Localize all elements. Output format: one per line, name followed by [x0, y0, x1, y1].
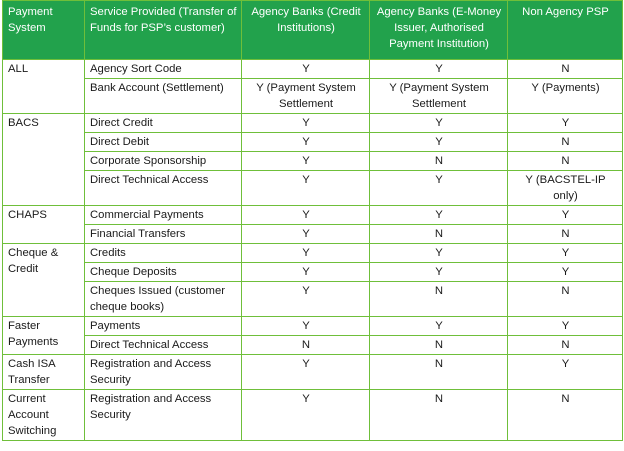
header-payment-system: Payment System — [3, 1, 85, 60]
non-agency-cell: Y — [508, 114, 623, 133]
service-cell: Direct Technical Access — [85, 171, 242, 206]
agency-credit-cell: Y — [242, 263, 370, 282]
table-row — [3, 263, 623, 282]
non-agency-cell: N — [508, 152, 623, 171]
agency-credit-cell: Y — [242, 206, 370, 225]
table-row — [3, 152, 623, 171]
agency-credit-cell: N — [242, 336, 370, 355]
agency-credit-cell: Y — [242, 355, 370, 390]
payment-system-cell: Cheque & Credit — [3, 244, 85, 317]
service-cell: Payments — [85, 317, 242, 336]
agency-emoney-cell: Y — [370, 133, 508, 152]
agency-emoney-cell: Y (Payment System Settlement — [370, 79, 508, 114]
header-agency-banks-credit: Agency Banks (Credit Institutions) — [242, 1, 370, 60]
non-agency-cell: N — [508, 60, 623, 79]
service-cell: Commercial Payments — [85, 206, 242, 225]
non-agency-cell: N — [508, 390, 623, 441]
agency-emoney-cell: Y — [370, 171, 508, 206]
table-row — [3, 133, 623, 152]
table-row — [3, 79, 623, 114]
payment-system-cell: BACS — [3, 114, 85, 206]
table-row — [3, 282, 623, 317]
agency-credit-cell: Y — [242, 317, 370, 336]
non-agency-cell: Y — [508, 206, 623, 225]
service-cell: Direct Debit — [85, 133, 242, 152]
service-cell: Corporate Sponsorship — [85, 152, 242, 171]
non-agency-cell: Y — [508, 317, 623, 336]
agency-emoney-cell: N — [370, 282, 508, 317]
agency-emoney-cell: N — [370, 225, 508, 244]
non-agency-cell: N — [508, 225, 623, 244]
agency-emoney-cell: N — [370, 355, 508, 390]
service-cell: Agency Sort Code — [85, 60, 242, 79]
agency-credit-cell: Y — [242, 171, 370, 206]
non-agency-cell: Y — [508, 263, 623, 282]
agency-credit-cell: Y — [242, 133, 370, 152]
service-cell: Direct Technical Access — [85, 336, 242, 355]
payment-system-cell: Current Account Switching — [3, 390, 85, 441]
table-row — [3, 355, 623, 390]
service-cell: Cheque Deposits — [85, 263, 242, 282]
non-agency-cell: Y (Payments) — [508, 79, 623, 114]
table-row — [3, 336, 623, 355]
header-non-agency-psp: Non Agency PSP — [508, 1, 623, 60]
agency-credit-cell: Y — [242, 244, 370, 263]
service-cell: Bank Account (Settlement) — [85, 79, 242, 114]
agency-emoney-cell: Y — [370, 244, 508, 263]
non-agency-cell: Y — [508, 244, 623, 263]
header-agency-banks-emoney: Agency Banks (E-Money Issuer, Authorised Payment Institution) — [370, 1, 508, 60]
non-agency-cell: N — [508, 282, 623, 317]
non-agency-cell: Y (BACSTEL-IP only) — [508, 171, 623, 206]
non-agency-cell: N — [508, 133, 623, 152]
service-cell: Registration and Access Security — [85, 390, 242, 441]
table-row — [3, 171, 623, 206]
agency-emoney-cell: Y — [370, 317, 508, 336]
non-agency-cell: Y — [508, 355, 623, 390]
table-row — [3, 225, 623, 244]
agency-credit-cell: Y — [242, 225, 370, 244]
table-row — [3, 60, 623, 79]
agency-emoney-cell: Y — [370, 114, 508, 133]
header-service-provided: Service Provided (Transfer of Funds for PSP’s customer) — [85, 1, 242, 60]
agency-emoney-cell: Y — [370, 263, 508, 282]
agency-credit-cell: Y — [242, 152, 370, 171]
payment-system-cell: ALL — [3, 60, 85, 114]
agency-credit-cell: Y — [242, 114, 370, 133]
non-agency-cell: N — [508, 336, 623, 355]
agency-credit-cell: Y (Payment System Settlement — [242, 79, 370, 114]
agency-emoney-cell: N — [370, 390, 508, 441]
table-row — [3, 244, 623, 263]
agency-credit-cell: Y — [242, 60, 370, 79]
agency-emoney-cell: Y — [370, 60, 508, 79]
payment-systems-table — [2, 0, 623, 441]
agency-credit-cell: Y — [242, 390, 370, 441]
payment-system-cell: CHAPS — [3, 206, 85, 244]
table-row — [3, 114, 623, 133]
service-cell: Direct Credit — [85, 114, 242, 133]
agency-emoney-cell: N — [370, 152, 508, 171]
service-cell: Financial Transfers — [85, 225, 242, 244]
payment-system-cell: Cash ISA Transfer — [3, 355, 85, 390]
table-body — [3, 60, 623, 441]
table-row — [3, 317, 623, 336]
payment-system-cell: Faster Payments — [3, 317, 85, 355]
agency-credit-cell: Y — [242, 282, 370, 317]
table-row — [3, 390, 623, 441]
service-cell: Registration and Access Security — [85, 355, 242, 390]
header-row — [3, 1, 623, 60]
agency-emoney-cell: N — [370, 336, 508, 355]
table-row — [3, 206, 623, 225]
service-cell: Cheques Issued (customer cheque books) — [85, 282, 242, 317]
agency-emoney-cell: Y — [370, 206, 508, 225]
service-cell: Credits — [85, 244, 242, 263]
